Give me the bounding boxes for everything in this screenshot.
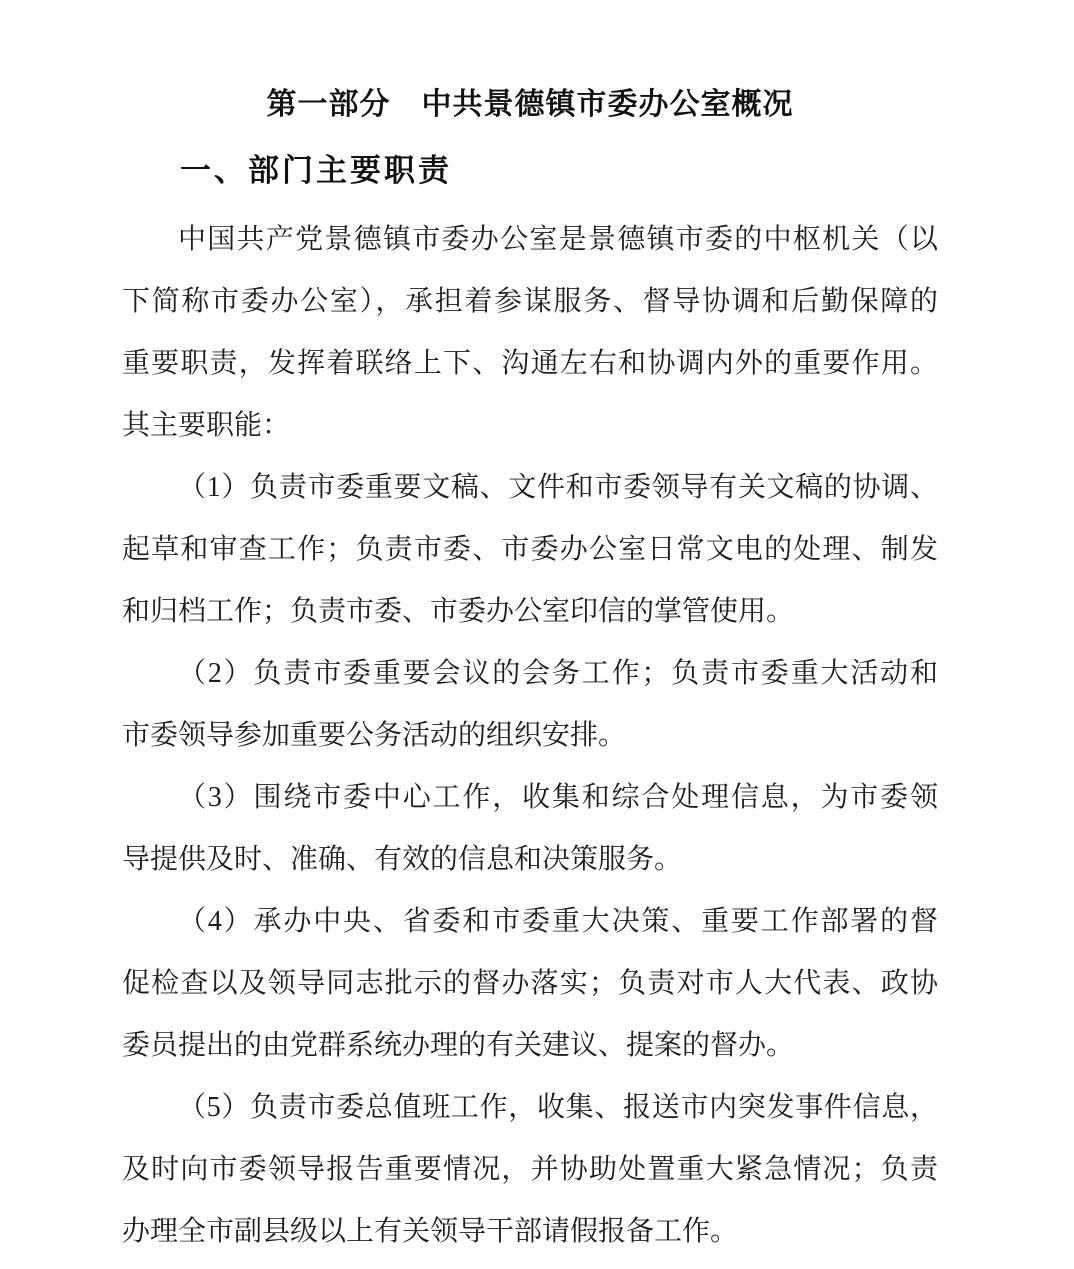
section-heading: 一、部门主要职责 — [180, 153, 452, 188]
document-body — [122, 209, 938, 1263]
text-line: 促检查以及领导同志批示的督办落实；负责对市人大代表、政协 — [122, 968, 938, 999]
text-line: 起草和审查工作；负责市委、市委办公室日常文电的处理、制发 — [122, 534, 938, 565]
text-line: （2）负责市委重要会议的会务工作；负责市委重大活动和 — [178, 658, 938, 689]
text-line: （5）负责市委总值班工作，收集、报送市内突发事件信息， — [178, 1092, 938, 1123]
text-line: （4）承办中央、省委和市委重大决策、重要工作部署的督 — [178, 906, 938, 937]
text-line: 和归档工作；负责市委、市委办公室印信的掌管使用。 — [122, 596, 795, 627]
text-line: 委员提出的由党群系统办理的有关建议、提案的督办。 — [122, 1030, 795, 1061]
text-line: 其主要职能： — [122, 410, 291, 441]
text-line: 重要职责，发挥着联络上下、沟通左右和协调内外的重要作用。 — [122, 348, 938, 379]
text-line: （3）围绕市委中心工作，收集和综合处理信息，为市委领 — [178, 782, 938, 813]
text-line: 办理全市副县级以上有关领导干部请假报备工作。 — [122, 1216, 739, 1247]
text-line: 导提供及时、准确、有效的信息和决策服务。 — [122, 844, 683, 875]
text-line: 中国共产党景德镇市委办公室是景德镇市委的中枢机关（以 — [178, 224, 938, 255]
text-line: 市委领导参加重要公务活动的组织安排。 — [122, 720, 627, 751]
text-line: （1）负责市委重要文稿、文件和市委领导有关文稿的协调、 — [178, 472, 938, 503]
page-title: 第一部分 中共景德镇市委办公室概况 — [266, 88, 794, 121]
text-line: 下简称市委办公室），承担着参谋服务、督导协调和后勤保障的 — [122, 286, 938, 317]
text-line: 及时向市委领导报告重要情况，并协助处置重大紧急情况；负责 — [122, 1154, 938, 1185]
